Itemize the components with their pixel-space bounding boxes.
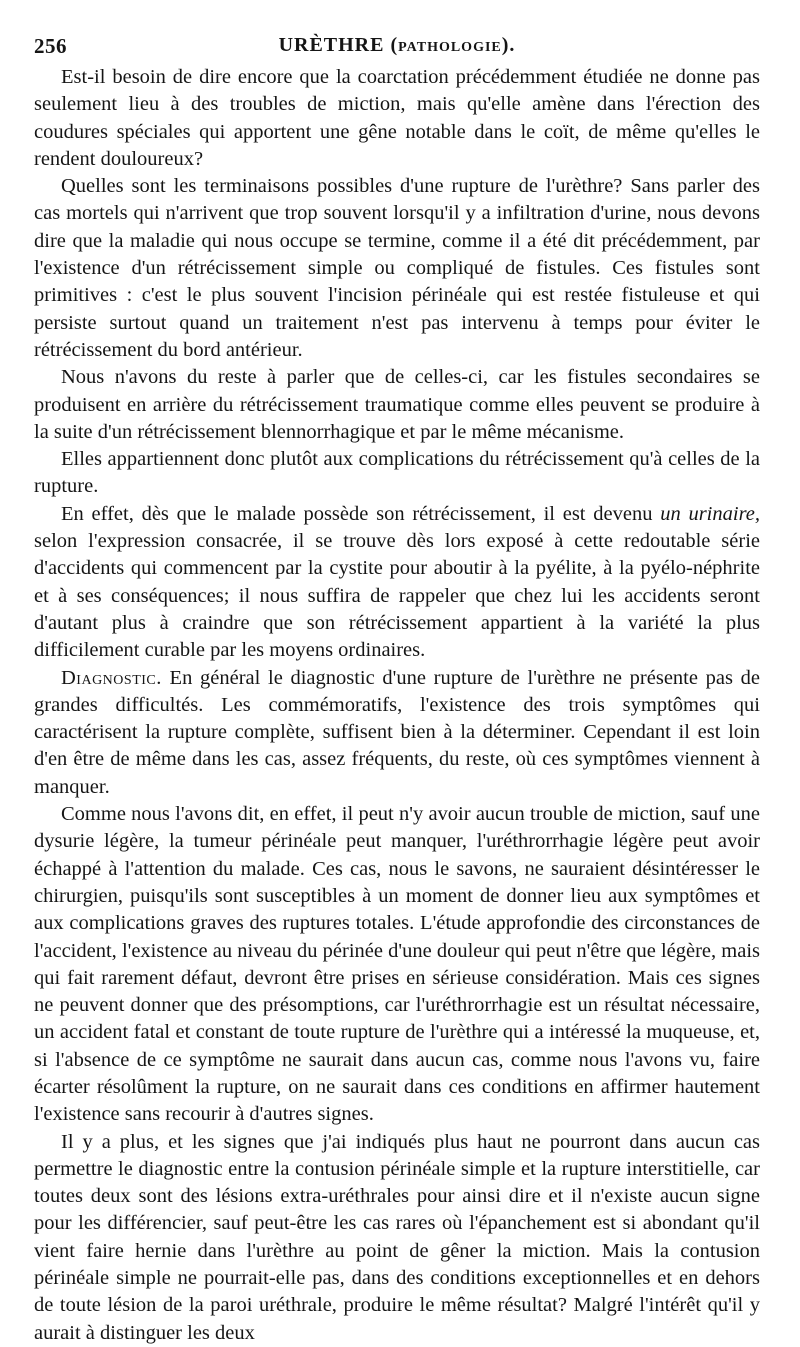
paragraph-2: Quelles sont les terminaisons possibles d'une rupture de l'urèthre? Sans parler des cas mortels qui n'arrivent que trop souvent lorsqu'il y a infiltration d'urine, nous devons dire que la maladie qui nous occupe se termine, comme il a été dit précédemment, par l'existence d'un rétrécissement simple ou compliqué de fistules. Ces fistules sont primitives : c'est le plus souvent l'incision périnéale qui est restée fistuleuse et qui persiste surtout quand un traitement n'est pas intervenu à temps pour éviter le rétrécissement du bord antérieur. (34, 175, 760, 361)
paragraph-3: Nous n'avons du reste à parler que de celles-ci, car les fistules secondaires se produisent en arrière du rétrécissement traumatique comme elles peuvent se produire à la suite d'un rétrécissement blennorrhagique et par le même mécanisme. (34, 366, 760, 443)
paragraph-diagnostic (34, 665, 760, 801)
body-text (34, 64, 760, 1347)
paragraph-4: Elles appartiennent donc plutôt aux complications du rétrécissement qu'à celles de la rupture. (34, 448, 760, 498)
paragraph-5-after: selon l'expression consacrée, il se trouve dès lors exposé à cette redoutable série d'accidents qui commencent par la cystite pour aboutir à la pyélite, à la pyélo-néphrite et à ses conséquences; il nous suffira de rappeler que chez lui les accidents seront d'autant plus à craindre que son rétrécissement appartient à la variété la plus difficilement curable par les moyens ordinaires. (34, 530, 760, 662)
page-header (34, 30, 760, 60)
running-title (34, 34, 760, 57)
running-title-open: ( (384, 34, 399, 56)
running-title-main: URÈTHRE (278, 34, 385, 56)
running-title-close: ). (501, 34, 516, 56)
paragraph-5 (34, 501, 760, 665)
section-label-diagnostic: Diagnostic. (61, 666, 162, 689)
paragraph-5-emphasis: un urinaire, (660, 502, 761, 525)
paragraph-diagnostic-text: En général le diagnostic d'une rupture de l'urèthre ne présente pas de grandes difficultés. Les commémoratifs, l'existence des trois symptômes qui caractérisent la rupture complète, suffisent bien à la déterminer. Cependant il est loin d'en être de même dans les cas, assez fréquents, du reste, où ces symptômes viennent à manquer. (34, 666, 760, 798)
running-title-sub: PATHOLOGIE (398, 40, 502, 55)
paragraph-7: Comme nous l'avons dit, en effet, il peut n'y avoir aucun trouble de miction, sauf une dysurie légère, la tumeur périnéale peut manquer, l'uréthrorrhagie légère peut avoir échappé à l'attention du malade. Ces cas, nous le savons, ne sauraient désintéresser le chirurgien, puisqu'ils sont susceptibles à un moment de donner lieu aux symptômes et aux complications graves des ruptures totales. L'étude approfondie des circonstances de l'accident, l'existence au niveau du périnée d'une douleur qui peut n'être que légère, mais qui fait rarement défaut, devront être prises en sérieuse considération. Mais ces signes ne peuvent donner que des présomptions, car l'uréthrorrhagie est un résultat nécessaire, un accident fatal et constant de toute rupture de l'urèthre qui a intéressé la muqueuse, et, si l'absence de ce symptôme ne saurait dans aucun cas, comme nous l'avons vu, faire écarter résolûment la rupture, on ne saurait dans ces conditions en affirmer hautement l'existence sans recourir à d'autres signes. (34, 803, 760, 1126)
paragraph-5-before: En effet, dès que le malade possède son rétrécissement, il est devenu (61, 502, 661, 525)
paragraph-1: Est-il besoin de dire encore que la coarctation précédemment étudiée ne donne pas seulement lieu à des troubles de miction, mais qu'elle amène dans l'érection des coudures spéciales qui apportent une gêne notable dans le coït, de même qu'elles le rendent douloureux? (34, 66, 760, 170)
paragraph-8: Il y a plus, et les signes que j'ai indiqués plus haut ne pourront dans aucun cas permettre le diagnostic entre la contusion périnéale simple et la rupture interstitielle, car toutes deux sont des lésions extra-uréthrales pour ainsi dire et il n'existe aucun signe pour les différencier, sauf peut-être les cas rares où l'épanchement est si abondant qu'il vient faire hernie dans l'urèthre au point de gêner la miction. Mais la contusion périnéale simple ne pourrait-elle pas, dans des conditions exceptionnelles et en dehors de toute lésion de la paroi uréthrale, produire le même résultat? Malgré l'intérêt qu'il y aurait à distinguer les deux (34, 1130, 760, 1344)
page-number: 256 (34, 34, 67, 58)
